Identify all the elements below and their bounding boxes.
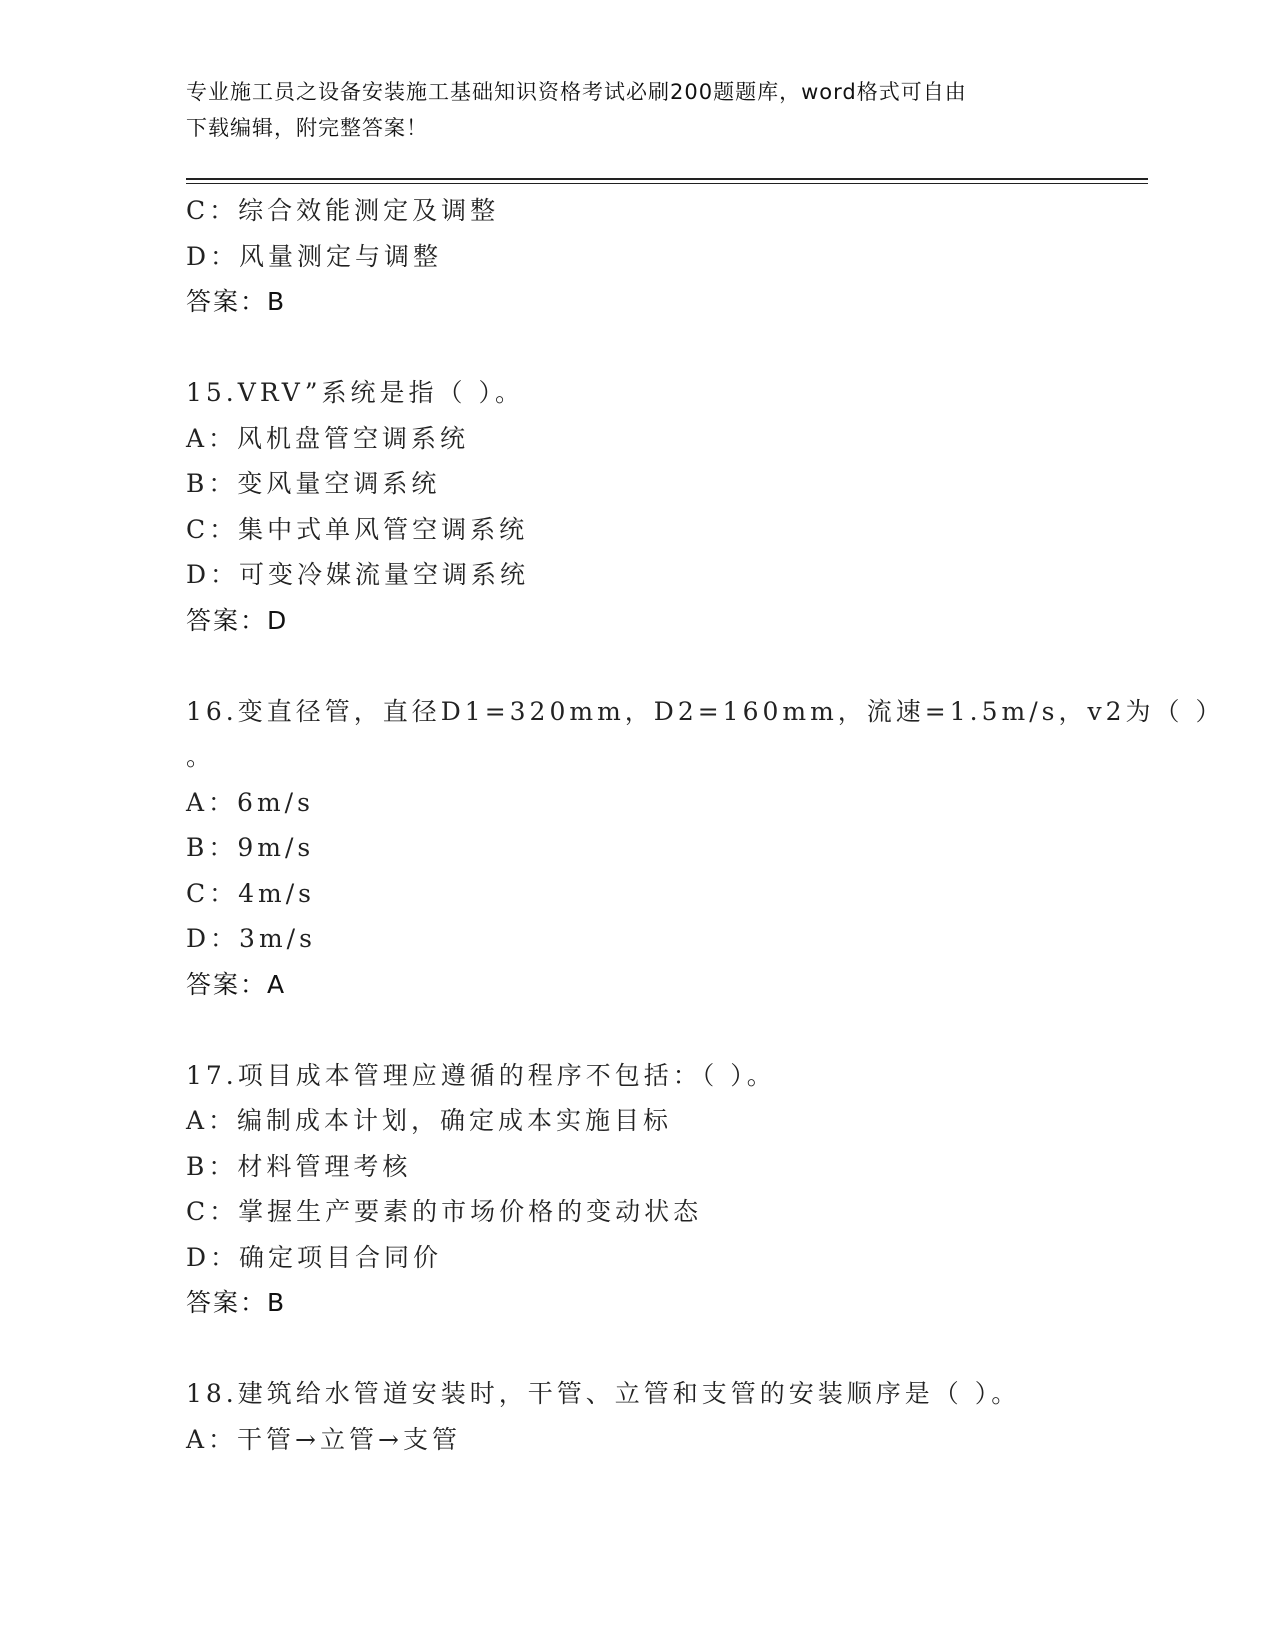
question-stem-continuation: 。	[186, 742, 216, 771]
option-line: B：变风量空调系统	[186, 469, 441, 498]
option-line: A：6m/s	[186, 787, 314, 817]
answer-line: 答案：B	[186, 287, 287, 316]
question-block	[186, 689, 1225, 1008]
block-gap	[186, 325, 1146, 371]
block-gap	[186, 1326, 1146, 1372]
block-gap	[186, 643, 1146, 689]
question-stem: 16.变直径管，直径D1=320mm，D2=160mm，流速=1.5m/s，v2为（ ）	[186, 696, 1225, 726]
option-line: A：编制成本计划，确定成本实施目标	[186, 1106, 673, 1135]
option-line: D：确定项目合同价	[186, 1242, 443, 1272]
option-line: B：9m/s	[186, 833, 315, 862]
answer-line: 答案：A	[186, 969, 287, 999]
question-block	[186, 1371, 1146, 1462]
question-block	[186, 188, 1146, 325]
question-stem: 17.项目成本管理应遵循的程序不包括：（ ）。	[186, 1060, 776, 1090]
question-block	[186, 1053, 1146, 1326]
document-header	[186, 74, 1086, 146]
answer-line: 答案：B	[186, 1288, 287, 1317]
question-block	[186, 370, 1146, 643]
question-content	[186, 188, 1225, 1462]
option-line: B：材料管理考核	[186, 1151, 412, 1181]
option-line: A：风机盘管空调系统	[186, 423, 470, 453]
option-line: C：综合效能测定及调整	[186, 196, 500, 225]
question-stem: 15.VRV”系统是指（ ）。	[186, 378, 524, 407]
option-line: A：干管→立管→支管	[186, 1424, 461, 1454]
block-gap	[186, 1007, 1146, 1053]
header-line-2: 下载编辑，附完整答案！	[186, 116, 428, 140]
option-line: D：3m/s	[186, 924, 316, 953]
option-line: C：掌握生产要素的市场价格的变动状态	[186, 1197, 703, 1226]
option-line: C：4m/s	[186, 878, 315, 908]
header-line-1: 专业施工员之设备安装施工基础知识资格考试必刷200题题库，word格式可自由	[186, 80, 967, 104]
answer-line: 答案：D	[186, 605, 289, 635]
option-line: D：风量测定与调整	[186, 241, 443, 271]
header-rule-thin	[186, 183, 1148, 184]
header-rule-thick	[186, 178, 1148, 180]
option-line: C：集中式单风管空调系统	[186, 514, 529, 544]
option-line: D：可变冷媒流量空调系统	[186, 560, 530, 589]
question-stem: 18.建筑给水管道安装时，干管、立管和支管的安装顺序是（ ）。	[186, 1379, 1021, 1408]
